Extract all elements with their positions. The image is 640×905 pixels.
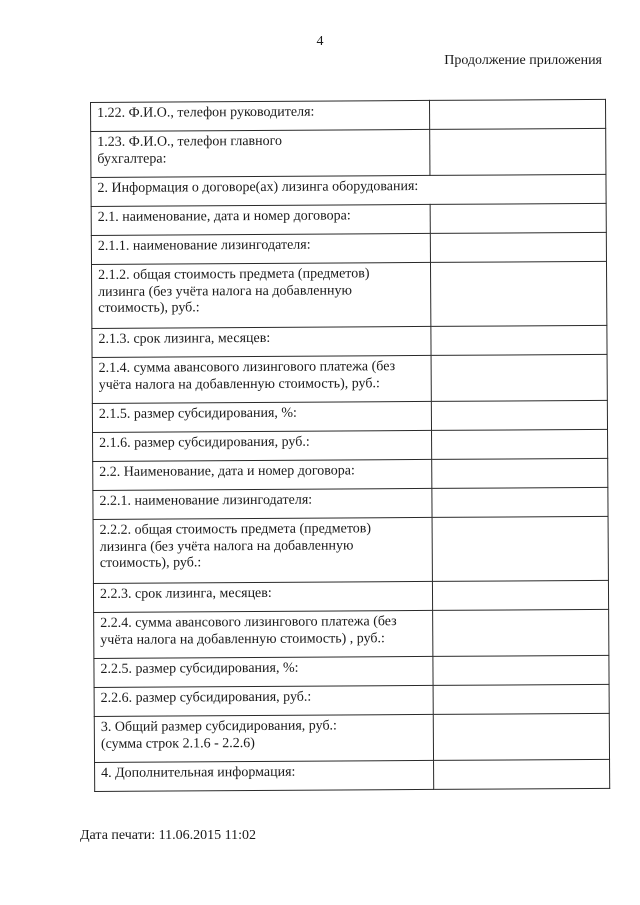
page-number: 4 [316, 34, 324, 49]
form-row-value-cell[interactable] [433, 684, 609, 714]
form-row-label: 2.1.2. общая стоимость предмета (предметов) лизинга (без учёта налога на добавленную стоимость), руб.: [91, 262, 430, 328]
form-row [94, 655, 609, 687]
form-row [91, 99, 606, 131]
form-row-label: 2.1.1. наименование лизингодателя: [91, 233, 430, 264]
form-row-label: 1.22. Ф.И.О., телефон руководителя: [91, 100, 430, 131]
form-row-label: 4. Дополнительная информация: [95, 760, 434, 791]
form-row-value-cell[interactable] [432, 487, 608, 517]
form-row [94, 609, 609, 658]
form-row [91, 232, 606, 264]
form-row [94, 684, 609, 716]
form-row [92, 400, 607, 432]
form-row-label: 2.2.3. срок лизинга, месяцев: [93, 581, 432, 612]
form-row-label: 2.1.6. размер субсидирования, руб.: [93, 430, 432, 461]
form-row-value-cell[interactable] [432, 580, 608, 610]
form-row-value-cell[interactable] [433, 655, 609, 685]
form-row-value-cell[interactable] [433, 759, 609, 789]
form-row-value-cell[interactable] [430, 261, 606, 326]
form-row-label: 2.2.2. общая стоимость предмета (предметов) лизинга (без учёта налога на добавленную стоимость), руб.: [93, 517, 432, 583]
print-date: Дата печати: 11.06.2015 11:02 [80, 828, 257, 843]
form-row-label: 2.2.5. размер субсидирования, %: [94, 656, 433, 687]
form-row-value-cell[interactable] [431, 400, 607, 430]
form-row [93, 487, 608, 519]
form-row [93, 580, 608, 612]
form-row [92, 325, 607, 357]
form-row-label: 2. Информация о договоре(ах) лизинга оборудования: [91, 174, 606, 206]
form-row [91, 174, 606, 206]
form-row-label: 2.2.6. размер субсидирования, руб.: [94, 685, 433, 716]
form-row-value-cell[interactable] [430, 128, 606, 175]
form-row [95, 759, 610, 791]
form-row-value-cell[interactable] [431, 325, 607, 355]
application-form-table [90, 99, 610, 792]
form-row [93, 458, 608, 490]
form-row-value-cell[interactable] [430, 232, 606, 262]
form-row-label: 2.2.1. наименование лизингодателя: [93, 488, 432, 519]
form-row-value-cell[interactable] [429, 99, 605, 129]
form-row-value-cell[interactable] [432, 516, 608, 581]
form-row [94, 713, 609, 762]
form-row-label: 1.23. Ф.И.О., телефон главного бухгалтера: [91, 129, 430, 177]
form-row-label: 2.1.3. срок лизинга, месяцев: [92, 326, 431, 357]
form-row [91, 128, 606, 177]
appendix-continuation-note: Продолжение приложения [444, 53, 602, 68]
form-row-label: 2.2.4. сумма авансового лизингового платежа (без учёта налога на добавленную стоимость) , руб.: [94, 610, 433, 658]
form-row [93, 429, 608, 461]
form-row-label: 2.1. наименование, дата и номер договора: [91, 204, 430, 235]
form-row-value-cell[interactable] [433, 609, 609, 656]
form-row [92, 354, 607, 403]
form-row-label: 3. Общий размер субсидирования, руб.: (сумма строк 2.1.6 - 2.2.6) [94, 714, 433, 762]
form-row [91, 261, 606, 328]
form-row-value-cell[interactable] [431, 429, 607, 459]
form-row-value-cell[interactable] [432, 458, 608, 488]
form-row [91, 203, 606, 235]
form-row-value-cell[interactable] [430, 203, 606, 233]
form-row-label: 2.1.5. размер субсидирования, %: [92, 401, 431, 432]
form-row-value-cell[interactable] [431, 354, 607, 401]
form-row-label: 2.1.4. сумма авансового лизингового платежа (без учёта налога на добавленную стоимость), руб.: [92, 355, 431, 403]
form-row-value-cell[interactable] [433, 713, 609, 760]
form-row-label: 2.2. Наименование, дата и номер договора: [93, 459, 432, 490]
form-row [93, 516, 608, 583]
